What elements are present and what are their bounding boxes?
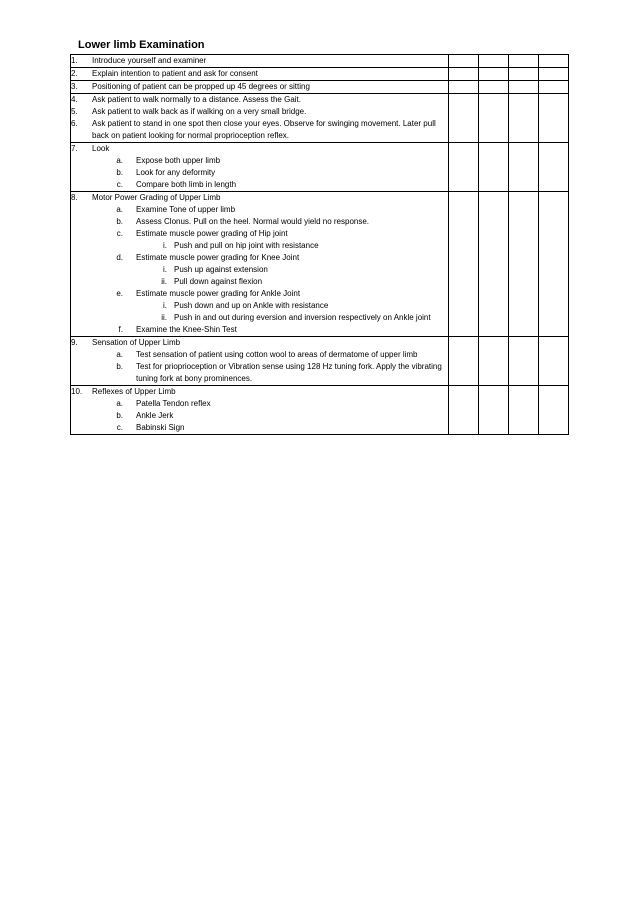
examination-checklist: [70, 54, 569, 435]
item-text: Estimate muscle power grading of Hip joint: [136, 229, 288, 238]
item-number: f.: [118, 325, 123, 334]
item-text: Motor Power Grading of Upper Limb: [92, 193, 221, 202]
item-text: Examine the Knee-Shin Test: [136, 325, 237, 334]
checklist-line: [71, 216, 448, 228]
checklist-line: [71, 68, 448, 80]
score-box[interactable]: [509, 386, 539, 435]
checklist-line: [71, 179, 448, 191]
item-number: 2.: [71, 69, 78, 78]
score-box[interactable]: [479, 94, 509, 143]
item-text: Push up against extension: [174, 265, 268, 274]
checklist-line: [71, 264, 448, 276]
item-text: Expose both upper limb: [136, 156, 221, 165]
item-text: Estimate muscle power grading for Knee Joint: [136, 253, 300, 262]
checklist-item-cell: [71, 192, 449, 337]
score-box[interactable]: [509, 337, 539, 386]
item-text: Ask patient to walk normally to a distance. Assess the Gait.: [92, 95, 301, 104]
checklist-line: [71, 288, 448, 300]
score-box[interactable]: [539, 337, 569, 386]
checklist-line: [71, 94, 448, 106]
item-text: Examine Tone of upper limb: [136, 205, 236, 214]
score-box[interactable]: [539, 81, 569, 94]
item-text: Babinski Sign: [136, 423, 185, 432]
item-text: Patella Tendon reflex: [136, 399, 211, 408]
checklist-row: [71, 68, 569, 81]
score-box[interactable]: [509, 68, 539, 81]
checklist-row: [71, 55, 569, 68]
score-box[interactable]: [479, 143, 509, 192]
score-box[interactable]: [509, 143, 539, 192]
item-number: ii.: [161, 277, 167, 286]
score-box[interactable]: [449, 143, 479, 192]
score-box[interactable]: [449, 94, 479, 143]
score-box[interactable]: [449, 81, 479, 94]
page-title: Lower limb Examination: [78, 39, 205, 51]
item-number: e.: [116, 289, 123, 298]
item-text: Pull down against flexion: [174, 277, 263, 286]
item-text: Push down and up on Ankle with resistance: [174, 301, 329, 310]
item-number: a.: [116, 156, 123, 165]
checklist-line: [71, 167, 448, 179]
item-text: Push in and out during eversion and inversion respectively on Ankle joint: [174, 313, 431, 322]
item-text: Push and pull on hip joint with resistance: [174, 241, 319, 250]
score-box[interactable]: [539, 68, 569, 81]
checklist-line: [71, 349, 448, 361]
checklist-row: [71, 94, 569, 143]
score-box[interactable]: [479, 386, 509, 435]
item-number: 8.: [71, 193, 78, 202]
item-text: Positioning of patient can be propped up 45 degrees or sitting: [92, 82, 310, 91]
score-box[interactable]: [449, 386, 479, 435]
checklist-line: [71, 337, 448, 349]
checklist-line: [71, 410, 448, 422]
score-box[interactable]: [539, 192, 569, 337]
checklist-line: [71, 55, 448, 67]
score-box[interactable]: [509, 94, 539, 143]
item-text: Ankle Jerk: [136, 411, 174, 420]
checklist-row: [71, 143, 569, 192]
checklist-line: [71, 240, 448, 252]
item-number: i.: [163, 265, 167, 274]
item-number: a.: [116, 350, 123, 359]
checklist-line: [71, 228, 448, 240]
score-box[interactable]: [449, 55, 479, 68]
score-box[interactable]: [509, 81, 539, 94]
checklist-line: [71, 361, 448, 385]
checklist-row: [71, 81, 569, 94]
item-number: b.: [116, 168, 123, 177]
checklist-row: [71, 192, 569, 337]
checklist-line: [71, 155, 448, 167]
item-number: b.: [116, 411, 123, 420]
checklist-line: [71, 276, 448, 288]
item-number: i.: [163, 301, 167, 310]
checklist-item-cell: [71, 68, 449, 81]
checklist-line: [71, 204, 448, 216]
item-text: Test sensation of patient using cotton wool to areas of dermatome of upper limb: [136, 350, 418, 359]
score-box[interactable]: [479, 81, 509, 94]
item-text: Look: [92, 144, 110, 153]
checklist-line: [71, 312, 448, 324]
item-number: 5.: [71, 107, 78, 116]
item-number: b.: [116, 217, 123, 226]
item-text: Explain intention to patient and ask for consent: [92, 69, 258, 78]
item-text: Compare both limb in length: [136, 180, 237, 189]
score-box[interactable]: [479, 55, 509, 68]
score-box[interactable]: [539, 55, 569, 68]
item-number: c.: [116, 229, 123, 238]
item-number: 3.: [71, 82, 78, 91]
score-box[interactable]: [539, 143, 569, 192]
item-number: c.: [116, 423, 123, 432]
item-number: 1.: [71, 56, 78, 65]
checklist-line: [71, 422, 448, 434]
item-number: b.: [116, 362, 123, 371]
checklist-item-cell: [71, 94, 449, 143]
checklist-line: [71, 192, 448, 204]
item-number: 7.: [71, 144, 78, 153]
checklist-line: [71, 300, 448, 312]
score-box[interactable]: [449, 192, 479, 337]
checklist-line: [71, 106, 448, 118]
item-number: ii.: [161, 313, 167, 322]
item-number: d.: [116, 253, 123, 262]
score-box[interactable]: [479, 192, 509, 337]
item-number: i.: [163, 241, 167, 250]
score-box[interactable]: [509, 55, 539, 68]
checklist-row: [71, 386, 569, 435]
item-number: a.: [116, 399, 123, 408]
score-box[interactable]: [539, 94, 569, 143]
item-text: Look for any deformity: [136, 168, 216, 177]
item-number: 6.: [71, 119, 78, 128]
checklist-item-cell: [71, 55, 449, 68]
checklist-row: [71, 337, 569, 386]
checklist-line: [71, 143, 448, 155]
item-text: Ask patient to walk back as if walking on a very small bridge.: [92, 107, 307, 116]
item-number: 4.: [71, 95, 78, 104]
checklist-item-cell: [71, 337, 449, 386]
score-box[interactable]: [509, 192, 539, 337]
item-number: 10.: [71, 387, 83, 396]
checklist-line: [71, 81, 448, 93]
item-text: Ask patient to stand in one spot then close your eyes. Observe for swinging movement. Later pull back on patient looking for normal proprioception reflex.: [92, 119, 436, 140]
checklist-item-cell: [71, 143, 449, 192]
item-text: Estimate muscle power grading for Ankle Joint: [136, 289, 301, 298]
score-box[interactable]: [479, 337, 509, 386]
item-number: c.: [116, 180, 123, 189]
item-number: 9.: [71, 338, 78, 347]
checklist-line: [71, 324, 448, 336]
checklist-item-cell: [71, 386, 449, 435]
item-number: a.: [116, 205, 123, 214]
item-text: Sensation of Upper Limb: [92, 338, 181, 347]
item-text: Reflexes of Upper Limb: [92, 387, 176, 396]
item-text: Test for prioprioception or Vibration sense using 128 Hz tuning fork. Apply the vibrating tuning fork at bony prominences.: [136, 362, 442, 383]
checklist-line: [71, 386, 448, 398]
item-text: Assess Clonus. Pull on the heel. Normal would yield no response.: [136, 217, 370, 226]
score-box[interactable]: [449, 337, 479, 386]
checklist-item-cell: [71, 81, 449, 94]
score-box[interactable]: [539, 386, 569, 435]
score-box[interactable]: [479, 68, 509, 81]
checklist-line: [71, 118, 448, 142]
checklist-line: [71, 252, 448, 264]
checklist-line: [71, 398, 448, 410]
item-text: Introduce yourself and examiner: [92, 56, 207, 65]
score-box[interactable]: [449, 68, 479, 81]
